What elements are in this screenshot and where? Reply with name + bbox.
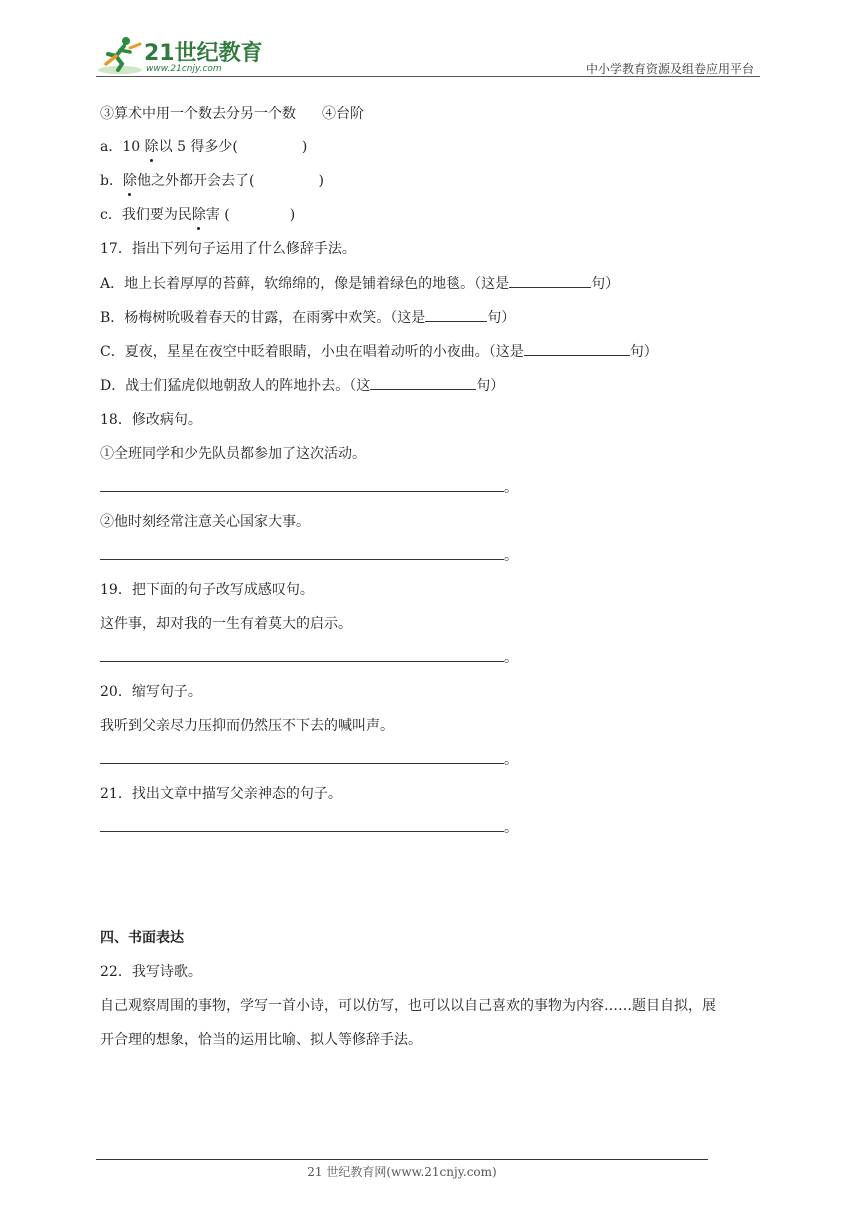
q18-sentence-1: ①全班同学和少先队员都参加了这次活动。	[100, 446, 366, 462]
logo-text: 21世纪教育	[144, 41, 263, 66]
answer-blank[interactable]	[425, 308, 487, 322]
q22-title: 22．我写诗歌。	[100, 964, 202, 980]
q17-title: 17．指出下列句子运用了什么修辞手法。	[100, 241, 356, 257]
section-title: 四、书面表达	[100, 930, 184, 946]
q22-instruction-line-2: 开合理的想象，恰当的运用比喻、拟人等修辞手法。	[100, 1032, 422, 1048]
footer-text: 21 世纪教育网(www.21cnjy.com)	[307, 1165, 497, 1179]
q16-item-c: c．我们要为民除害 ( )	[100, 207, 296, 223]
answer-blank[interactable]	[524, 342, 630, 356]
q17-item-b: B．杨梅树吮吸着春天的甘露，在雨雾中欢笑。（这是 句）	[100, 310, 516, 326]
q18-sentence-2: ②他时刻经常注意关心国家大事。	[100, 514, 310, 530]
logo-url: www.21cnjy.com	[146, 64, 222, 74]
q18-answer-1: 。	[100, 478, 518, 498]
q16-item-b: b．除他之外都开会去了( )	[100, 173, 324, 189]
site-logo	[96, 34, 266, 76]
answer-blank[interactable]	[509, 274, 591, 288]
answer-line[interactable]	[100, 648, 504, 662]
answer-line[interactable]	[100, 478, 504, 492]
answer-line[interactable]	[100, 750, 504, 764]
answer-line[interactable]	[100, 546, 504, 560]
q18-answer-2: 。	[100, 546, 518, 566]
q21-title: 21．找出文章中描写父亲神态的句子。	[100, 786, 342, 802]
footer-divider	[96, 1159, 708, 1160]
header-divider	[96, 76, 760, 77]
q20-sentence: 我听到父亲尽力压抑而仍然压不下去的喊叫声。	[100, 718, 394, 734]
q16-item-a: a．10 除以 5 得多少( )	[100, 139, 308, 155]
platform-name: 中小学教育资源及组卷应用平台	[585, 62, 754, 76]
q22-instruction-line-1: 自己观察周围的事物，学写一首小诗，可以仿写，也可以以自己喜欢的事物为内容……题目自拟，展	[100, 998, 716, 1014]
q19-title: 19．把下面的句子改写成感叹句。	[100, 582, 314, 598]
q21-answer: 。	[100, 818, 518, 838]
answer-line[interactable]	[100, 818, 504, 832]
q19-sentence: 这件事，却对我的一生有着莫大的启示。	[100, 616, 352, 632]
q17-item-a: A．地上长着厚厚的苔藓，软绵绵的，像是铺着绿色的地毯。（这是 句）	[100, 276, 620, 292]
q20-title: 20．缩写句子。	[100, 684, 202, 700]
q19-answer: 。	[100, 648, 518, 668]
runner-icon	[96, 34, 144, 76]
q18-title: 18．修改病句。	[100, 412, 202, 428]
page-header	[96, 30, 760, 78]
q17-item-d: D．战士们猛虎似地朝敌人的阵地扑去。（这 句）	[100, 378, 505, 394]
q17-item-c: C．夏夜，星星在夜空中眨着眼睛，小虫在唱着动听的小夜曲。（这是 句）	[100, 344, 658, 360]
q20-answer: 。	[100, 750, 518, 770]
q16-options: ③算术中用一个数去分另一个数 ④台阶	[100, 106, 364, 122]
answer-blank[interactable]	[370, 376, 476, 390]
